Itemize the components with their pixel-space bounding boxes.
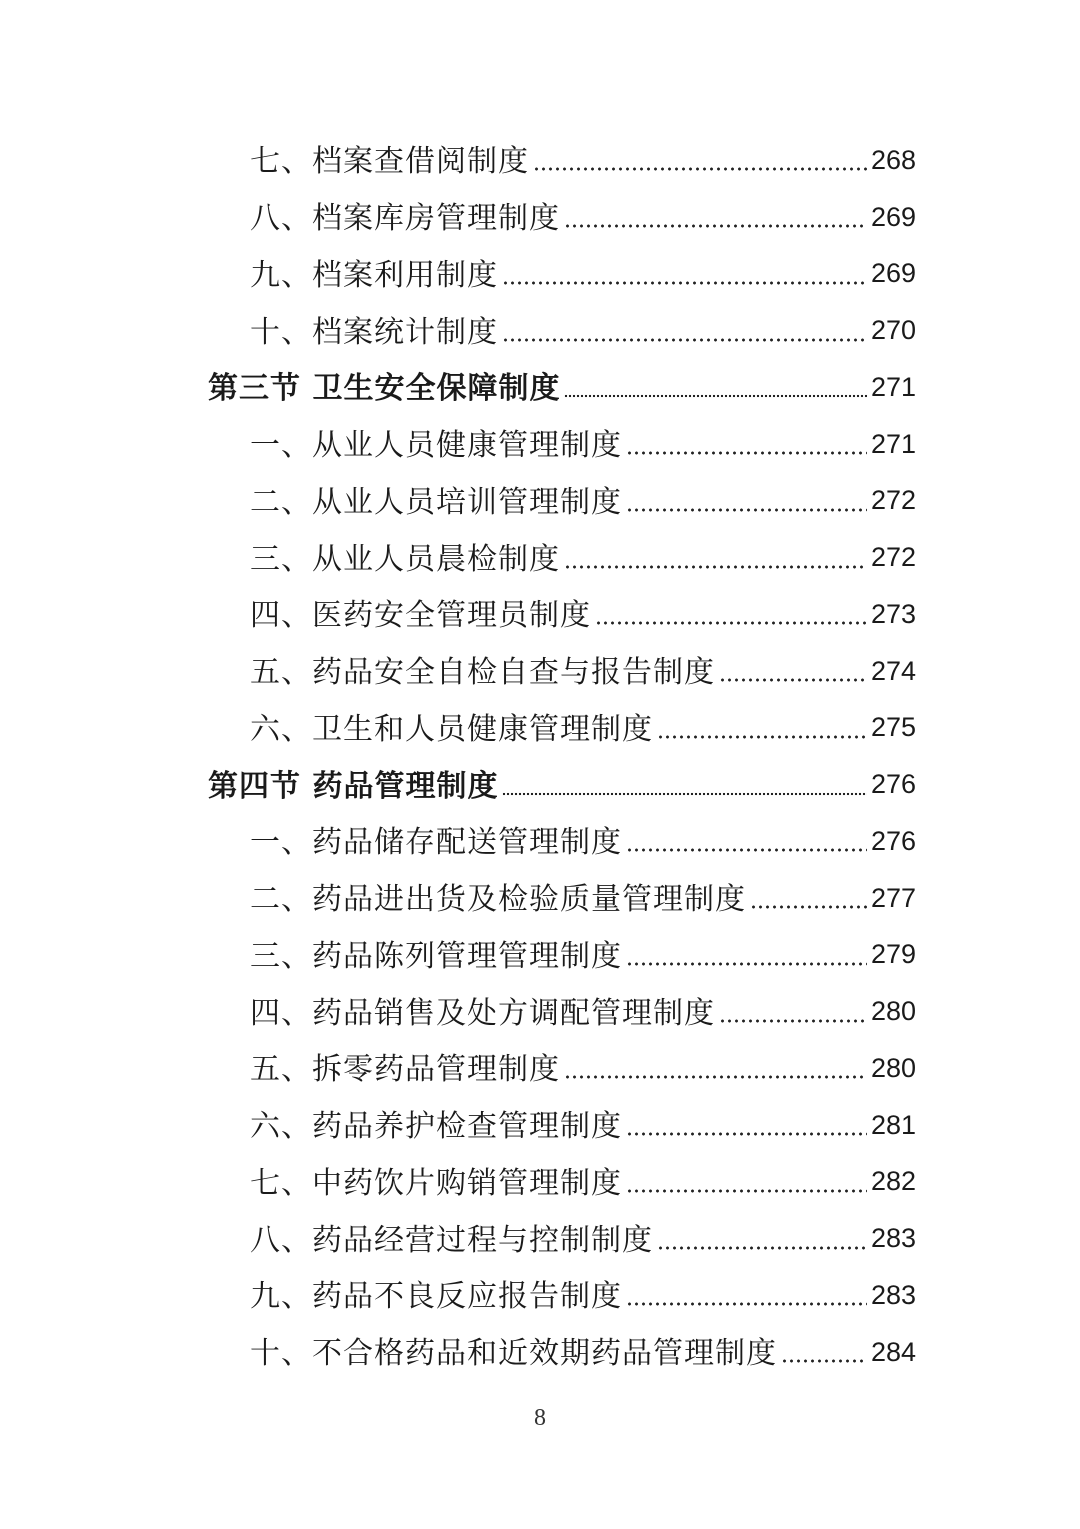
toc-entry-page-number: 269 bbox=[870, 201, 916, 232]
dot-leader bbox=[657, 1246, 867, 1250]
toc-entry-title: 十、不合格药品和近效期药品管理制度 bbox=[250, 1336, 777, 1372]
toc-entry-title: 三、药品陈列管理管理制度 bbox=[250, 938, 622, 974]
toc-entry[interactable] bbox=[0, 811, 1080, 868]
toc-entry-page-number: 284 bbox=[870, 1336, 916, 1367]
dot-leader bbox=[626, 962, 867, 966]
toc-entry-title: 四、药品销售及处方调配管理制度 bbox=[250, 995, 715, 1031]
toc-entry-title: 八、药品经营过程与控制制度 bbox=[250, 1222, 653, 1258]
dot-leader bbox=[626, 508, 867, 512]
toc-entry[interactable] bbox=[0, 244, 1080, 301]
toc-entry[interactable] bbox=[0, 1322, 1080, 1379]
toc-entry-page-number: 274 bbox=[870, 655, 916, 686]
toc-entry-title: 一、从业人员健康管理制度 bbox=[250, 428, 622, 464]
toc-entry[interactable] bbox=[0, 925, 1080, 982]
toc-entry-title: 六、卫生和人员健康管理制度 bbox=[250, 711, 653, 747]
dot-leader bbox=[626, 451, 867, 455]
dot-leader bbox=[502, 281, 867, 285]
toc-entry[interactable] bbox=[0, 471, 1080, 528]
dot-leader bbox=[564, 224, 867, 228]
page-number: 8 bbox=[534, 1405, 546, 1431]
toc-entry-title: 五、拆零药品管理制度 bbox=[250, 1052, 560, 1088]
dot-leader bbox=[564, 394, 866, 398]
toc-entry-page-number: 275 bbox=[870, 712, 916, 743]
dot-leader bbox=[502, 792, 866, 796]
toc-entry-page-number: 276 bbox=[870, 825, 916, 856]
toc-entry-page-number: 277 bbox=[870, 882, 916, 913]
toc-entry[interactable] bbox=[0, 1095, 1080, 1152]
toc-entry-title: 二、药品进出货及检验质量管理制度 bbox=[250, 882, 746, 918]
toc-entry[interactable] bbox=[0, 300, 1080, 357]
toc-entry-page-number: 268 bbox=[870, 144, 916, 175]
toc-entry-page-number: 279 bbox=[870, 939, 916, 970]
toc-entry[interactable] bbox=[0, 414, 1080, 471]
toc-entry-page-number: 273 bbox=[870, 598, 916, 629]
dot-leader bbox=[719, 678, 867, 682]
dot-leader bbox=[626, 1302, 867, 1306]
toc-entry[interactable] bbox=[0, 868, 1080, 925]
toc-entry[interactable] bbox=[0, 584, 1080, 641]
toc-entry-page-number: 276 bbox=[870, 769, 916, 800]
toc-entry[interactable] bbox=[0, 1208, 1080, 1265]
toc-entry[interactable] bbox=[0, 130, 1080, 187]
toc-entry-title: 三、从业人员晨检制度 bbox=[250, 541, 560, 577]
toc-entry-title: 六、药品养护检查管理制度 bbox=[250, 1109, 622, 1145]
toc-entry[interactable] bbox=[0, 187, 1080, 244]
toc-entry-title: 七、中药饮片购销管理制度 bbox=[250, 1165, 622, 1201]
toc-entry[interactable] bbox=[0, 981, 1080, 1038]
toc-section-heading[interactable] bbox=[0, 754, 1080, 811]
toc-entry-title: 十、档案统计制度 bbox=[250, 314, 498, 350]
toc-entry[interactable] bbox=[0, 1152, 1080, 1209]
table-of-contents bbox=[0, 130, 1080, 1379]
dot-leader bbox=[564, 565, 867, 569]
toc-entry[interactable] bbox=[0, 527, 1080, 584]
toc-entry[interactable] bbox=[0, 641, 1080, 698]
toc-entry-title: 八、档案库房管理制度 bbox=[250, 201, 560, 237]
toc-entry-page-number: 282 bbox=[870, 1166, 916, 1197]
toc-entry-page-number: 283 bbox=[870, 1223, 916, 1254]
toc-entry-page-number: 283 bbox=[870, 1279, 916, 1310]
dot-leader bbox=[657, 735, 867, 739]
toc-section-heading[interactable] bbox=[0, 357, 1080, 414]
toc-entry-page-number: 272 bbox=[870, 542, 916, 573]
toc-entry-page-number: 271 bbox=[870, 371, 916, 402]
toc-entry[interactable] bbox=[0, 698, 1080, 755]
toc-entry[interactable] bbox=[0, 1038, 1080, 1095]
dot-leader bbox=[533, 167, 867, 171]
toc-entry-page-number: 280 bbox=[870, 996, 916, 1027]
toc-entry-page-number: 272 bbox=[870, 485, 916, 516]
dot-leader bbox=[626, 1132, 867, 1136]
toc-entry-title: 第三节 卫生安全保障制度 bbox=[208, 371, 561, 407]
dot-leader bbox=[626, 848, 867, 852]
dot-leader bbox=[626, 1189, 867, 1193]
toc-entry-title: 九、药品不良反应报告制度 bbox=[250, 1279, 622, 1315]
toc-entry-page-number: 280 bbox=[870, 1052, 916, 1083]
toc-entry-page-number: 269 bbox=[870, 258, 916, 289]
dot-leader bbox=[564, 1075, 867, 1079]
dot-leader bbox=[719, 1019, 867, 1023]
dot-leader bbox=[750, 905, 867, 909]
toc-entry-title: 二、从业人员培训管理制度 bbox=[250, 484, 622, 520]
dot-leader bbox=[595, 621, 867, 625]
toc-entry-title: 七、档案查借阅制度 bbox=[250, 144, 529, 180]
toc-entry-title: 第四节 药品管理制度 bbox=[208, 768, 499, 804]
toc-entry-title: 一、药品储存配送管理制度 bbox=[250, 825, 622, 861]
dot-leader bbox=[502, 338, 867, 342]
toc-entry-title: 四、医药安全管理员制度 bbox=[250, 598, 591, 634]
dot-leader bbox=[781, 1359, 867, 1363]
toc-entry-title: 五、药品安全自检自查与报告制度 bbox=[250, 655, 715, 691]
toc-entry-page-number: 270 bbox=[870, 315, 916, 346]
toc-entry[interactable] bbox=[0, 1265, 1080, 1322]
toc-entry-title: 九、档案利用制度 bbox=[250, 257, 498, 293]
toc-entry-page-number: 281 bbox=[870, 1109, 916, 1140]
toc-entry-page-number: 271 bbox=[870, 428, 916, 459]
